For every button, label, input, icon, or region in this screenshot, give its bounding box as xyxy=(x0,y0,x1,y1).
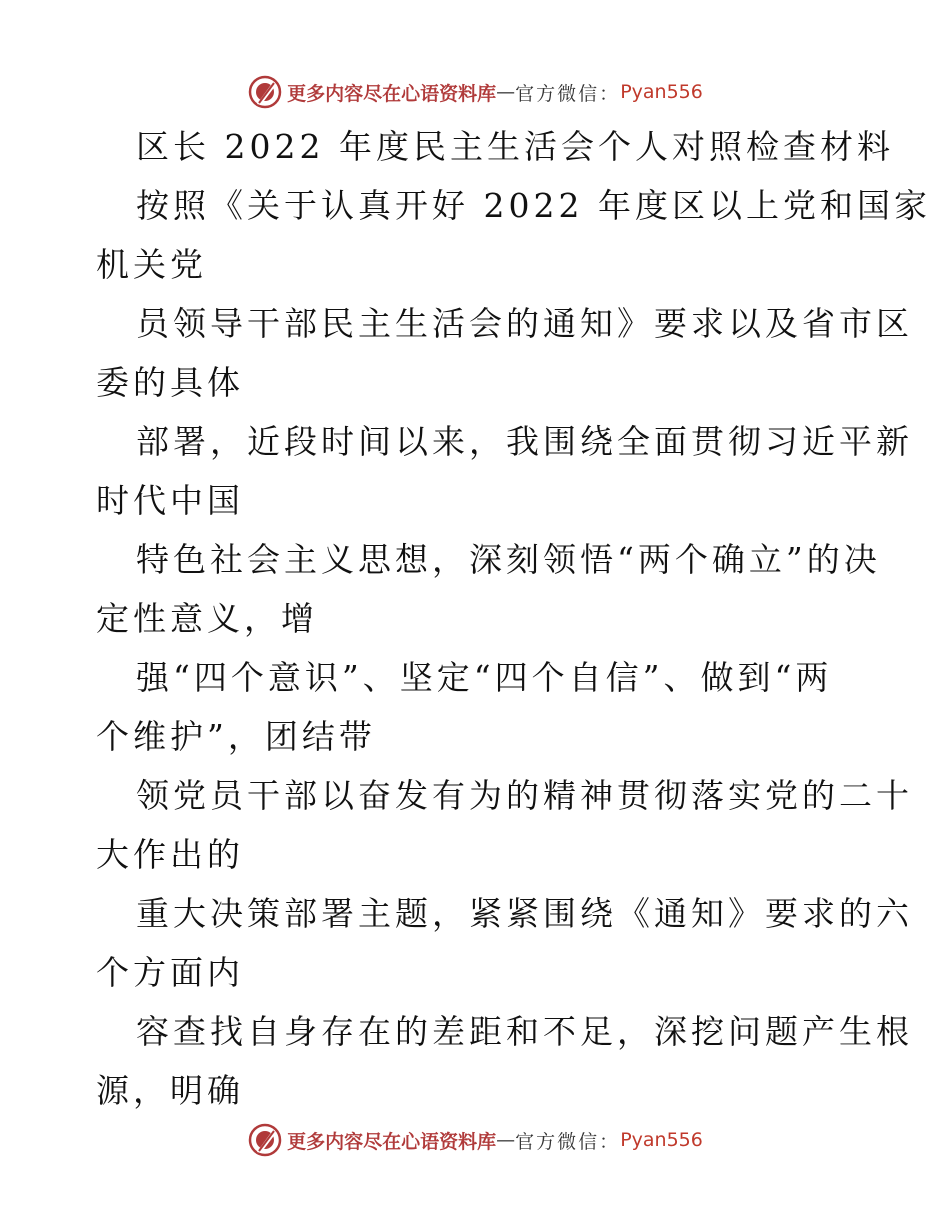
paragraph-line: 领党员干部以奋发有为的精神贯彻落实党的二十 xyxy=(136,776,913,815)
paragraph-line: 员领导干部民主生活会的通知》要求以及省市区 xyxy=(136,304,913,343)
paragraph-line: 个维护”，团结带 xyxy=(96,717,376,756)
paragraph-line: 个方面内 xyxy=(96,953,244,992)
footer-banner xyxy=(0,1120,950,1160)
paragraph-line: 时代中国 xyxy=(96,481,244,520)
paragraph-line: 容查找自身存在的差距和不足，深挖问题产生根 xyxy=(136,1012,913,1051)
paragraph-line: 部署，近段时间以来，我围绕全面贯彻习近平新 xyxy=(136,422,913,461)
paragraph-line: 大作出的 xyxy=(96,835,244,874)
banner-site-name: 更多内容尽在心语资料库 xyxy=(287,82,497,105)
paragraph-line: 委的具体 xyxy=(96,363,244,402)
paragraph-line: 定性意义，增 xyxy=(96,599,318,638)
paragraph-line: 按照《关于认真开好 2022 年度区以上党和国家 xyxy=(136,186,931,225)
header-banner xyxy=(0,72,950,112)
paragraph-line: 源，明确 xyxy=(96,1071,244,1110)
quill-pen-logo-icon xyxy=(247,1122,283,1158)
banner-wechat-label: 官方微信： xyxy=(515,1130,621,1153)
banner-wechat-label: 官方微信： xyxy=(515,82,621,105)
quill-pen-logo-icon xyxy=(247,74,283,110)
banner-dash: — xyxy=(496,81,516,103)
banner-wechat-id: Pyan556 xyxy=(620,1129,703,1151)
paragraph-line: 特色社会主义思想，深刻领悟“两个确立”的决 xyxy=(136,540,881,579)
banner-site-name: 更多内容尽在心语资料库 xyxy=(287,1130,497,1153)
paragraph-line: 机关党 xyxy=(96,245,207,284)
paragraph-line: 重大决策部署主题，紧紧围绕《通知》要求的六 xyxy=(136,894,913,933)
banner-wechat-id: Pyan556 xyxy=(620,81,703,103)
paragraph-line: 强“四个意识”、坚定“四个自信”、做到“两 xyxy=(136,658,833,697)
banner-dash: — xyxy=(496,1129,516,1151)
document-title: 区长 2022 年度民主生活会个人对照检查材料 xyxy=(136,127,894,166)
